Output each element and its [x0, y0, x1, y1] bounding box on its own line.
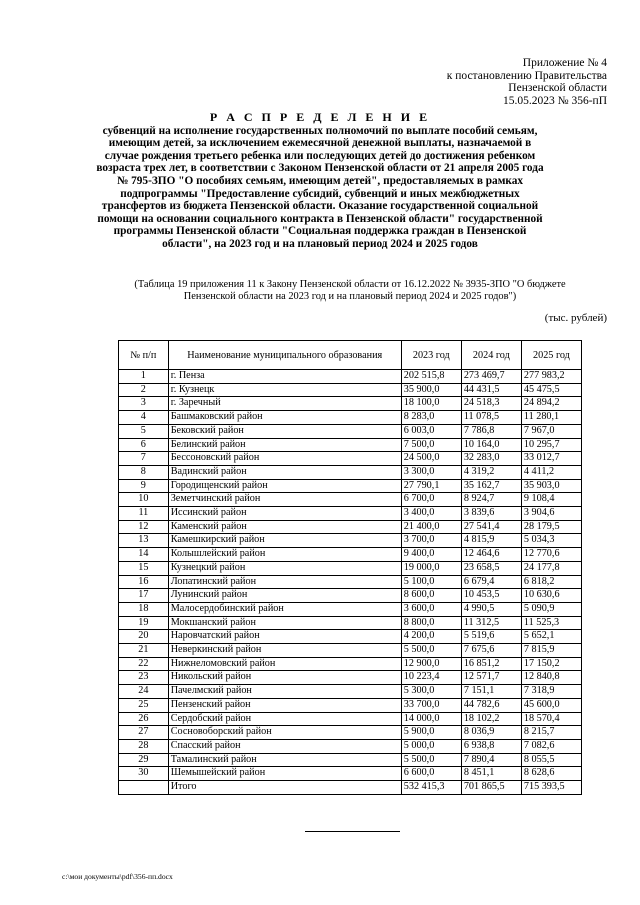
value-2025: 18 570,4 — [521, 712, 581, 726]
value-2025: 24 894,2 — [521, 397, 581, 411]
value-2023: 4 200,0 — [401, 630, 461, 644]
value-2024: 6 679,4 — [461, 575, 521, 589]
value-2023: 35 900,0 — [401, 383, 461, 397]
table-row — [119, 465, 582, 479]
municipality-name: Шемышейский район — [168, 767, 401, 781]
table-row — [119, 507, 582, 521]
row-number: 17 — [119, 589, 169, 603]
table-body — [119, 370, 582, 795]
table-row — [119, 438, 582, 452]
row-number: 6 — [119, 438, 169, 452]
municipality-name: Неверкинский район — [168, 644, 401, 658]
row-number: 29 — [119, 753, 169, 767]
value-2023: 8 800,0 — [401, 616, 461, 630]
value-2025: 4 411,2 — [521, 465, 581, 479]
municipality-name: Лунинский район — [168, 589, 401, 603]
appendix-line: Приложение № 4 — [522, 57, 607, 69]
value-2024: 4 990,5 — [461, 602, 521, 616]
row-number: 19 — [119, 616, 169, 630]
appendix-line: Пензенской области — [508, 82, 607, 95]
value-2023: 14 000,0 — [401, 712, 461, 726]
municipality-name: Нижнеломовский район — [168, 657, 401, 671]
value-2024: 12 464,6 — [461, 548, 521, 562]
separator-line — [305, 831, 400, 832]
header-year-2025: 2025 год — [521, 341, 581, 370]
municipality-name: Вадинский район — [168, 465, 401, 479]
municipality-name: Итого — [168, 781, 401, 795]
table-row — [119, 698, 582, 712]
row-number: 25 — [119, 698, 169, 712]
table-row — [119, 383, 582, 397]
table-row — [119, 493, 582, 507]
value-2024: 11 078,5 — [461, 411, 521, 425]
municipality-name: Башмаковский район — [168, 411, 401, 425]
value-2023: 532 415,3 — [401, 781, 461, 795]
value-2023: 3 700,0 — [401, 534, 461, 548]
value-2024: 10 453,5 — [461, 589, 521, 603]
value-2025: 17 150,2 — [521, 657, 581, 671]
municipality-name: Спасский район — [168, 739, 401, 753]
value-2025: 7 318,9 — [521, 685, 581, 699]
value-2025: 3 904,6 — [521, 507, 581, 521]
municipality-name: Кузнецкий район — [168, 561, 401, 575]
value-2024: 8 036,9 — [461, 726, 521, 740]
value-2023: 10 223,4 — [401, 671, 461, 685]
value-2025: 8 215,7 — [521, 726, 581, 740]
table-row — [119, 767, 582, 781]
value-2024: 5 519,6 — [461, 630, 521, 644]
value-2023: 24 500,0 — [401, 452, 461, 466]
row-number: 11 — [119, 507, 169, 521]
row-number — [119, 781, 169, 795]
value-2023: 21 400,0 — [401, 520, 461, 534]
table-row — [119, 411, 582, 425]
municipality-name: Лопатинский район — [168, 575, 401, 589]
municipality-name: г. Заречный — [168, 397, 401, 411]
value-2023: 18 100,0 — [401, 397, 461, 411]
municipality-name: Мокшанский район — [168, 616, 401, 630]
table-header-row — [119, 341, 582, 370]
value-2023: 6 003,0 — [401, 424, 461, 438]
value-2024: 23 658,5 — [461, 561, 521, 575]
municipality-name: Колышлейский район — [168, 548, 401, 562]
municipality-name: Городищенский район — [168, 479, 401, 493]
value-2024: 27 541,4 — [461, 520, 521, 534]
value-2024: 24 518,3 — [461, 397, 521, 411]
value-2025: 7 082,6 — [521, 739, 581, 753]
municipality-name: Бессоновский район — [168, 452, 401, 466]
table-row — [119, 370, 582, 384]
table-row — [119, 712, 582, 726]
document-title — [95, 111, 545, 251]
table-row — [119, 671, 582, 685]
value-2024: 4 319,2 — [461, 465, 521, 479]
table-row — [119, 685, 582, 699]
value-2025: 45 475,5 — [521, 383, 581, 397]
value-2025: 8 055,5 — [521, 753, 581, 767]
value-2023: 27 790,1 — [401, 479, 461, 493]
value-2025: 11 280,1 — [521, 411, 581, 425]
value-2024: 18 102,2 — [461, 712, 521, 726]
value-2025: 715 393,5 — [521, 781, 581, 795]
value-2024: 8 924,7 — [461, 493, 521, 507]
municipality-name: Наровчатский район — [168, 630, 401, 644]
value-2025: 10 630,6 — [521, 589, 581, 603]
row-number: 28 — [119, 739, 169, 753]
municipality-name: Бековский район — [168, 424, 401, 438]
value-2024: 44 431,5 — [461, 383, 521, 397]
value-2023: 6 700,0 — [401, 493, 461, 507]
table-row — [119, 561, 582, 575]
table-row — [119, 575, 582, 589]
value-2023: 8 600,0 — [401, 589, 461, 603]
value-2024: 6 938,8 — [461, 739, 521, 753]
table-row — [119, 520, 582, 534]
value-2024: 7 675,6 — [461, 644, 521, 658]
value-2025: 9 108,4 — [521, 493, 581, 507]
table-row — [119, 397, 582, 411]
value-2023: 5 500,0 — [401, 753, 461, 767]
table-row — [119, 781, 582, 795]
header-year-2023: 2023 год — [401, 341, 461, 370]
row-number: 13 — [119, 534, 169, 548]
value-2025: 10 295,7 — [521, 438, 581, 452]
value-2023: 7 500,0 — [401, 438, 461, 452]
appendix-reference — [447, 57, 607, 107]
value-2024: 7 151,1 — [461, 685, 521, 699]
value-2025: 7 967,0 — [521, 424, 581, 438]
value-2024: 12 571,7 — [461, 671, 521, 685]
file-path: c:\мои документы\pdf\356-пп.docx — [62, 872, 173, 881]
value-2023: 3 400,0 — [401, 507, 461, 521]
header-number: № п/п — [119, 341, 169, 370]
table-row — [119, 657, 582, 671]
value-2023: 3 300,0 — [401, 465, 461, 479]
header-year-2024: 2024 год — [461, 341, 521, 370]
row-number: 3 — [119, 397, 169, 411]
units-label: (тыс. рублей) — [544, 312, 607, 324]
municipality-name: Каменский район — [168, 520, 401, 534]
value-2025: 45 600,0 — [521, 698, 581, 712]
table-row — [119, 452, 582, 466]
row-number: 15 — [119, 561, 169, 575]
municipality-name: Малосердобинский район — [168, 602, 401, 616]
row-number: 8 — [119, 465, 169, 479]
value-2025: 12 840,8 — [521, 671, 581, 685]
value-2023: 5 000,0 — [401, 739, 461, 753]
value-2025: 5 652,1 — [521, 630, 581, 644]
value-2025: 28 179,5 — [521, 520, 581, 534]
value-2023: 8 283,0 — [401, 411, 461, 425]
value-2023: 5 300,0 — [401, 685, 461, 699]
table-source-note: (Таблица 19 приложения 11 к Закону Пензенской области от 16.12.2022 № 3935-ЗПО "О бюджете Пензенской области на 2023 год и на плановый период 2024 и 2025 годов") — [134, 279, 566, 302]
value-2024: 10 164,0 — [461, 438, 521, 452]
value-2025: 5 034,3 — [521, 534, 581, 548]
municipality-name: Никольский район — [168, 671, 401, 685]
table-row — [119, 739, 582, 753]
title-heading: Р А С П Р Е Д Е Л Е Н И Е — [209, 110, 431, 124]
row-number: 21 — [119, 644, 169, 658]
value-2023: 33 700,0 — [401, 698, 461, 712]
municipality-name: Земетчинский район — [168, 493, 401, 507]
value-2024: 701 865,5 — [461, 781, 521, 795]
row-number: 1 — [119, 370, 169, 384]
municipality-name: Пачелмский район — [168, 685, 401, 699]
table-row — [119, 589, 582, 603]
value-2025: 12 770,6 — [521, 548, 581, 562]
municipality-name: Пензенский район — [168, 698, 401, 712]
value-2024: 44 782,6 — [461, 698, 521, 712]
row-number: 24 — [119, 685, 169, 699]
value-2025: 277 983,2 — [521, 370, 581, 384]
row-number: 4 — [119, 411, 169, 425]
municipality-name: г. Пенза — [168, 370, 401, 384]
value-2024: 32 283,0 — [461, 452, 521, 466]
table-row — [119, 548, 582, 562]
value-2025: 11 525,3 — [521, 616, 581, 630]
value-2023: 202 515,8 — [401, 370, 461, 384]
value-2024: 11 312,5 — [461, 616, 521, 630]
row-number: 18 — [119, 602, 169, 616]
value-2025: 8 628,6 — [521, 767, 581, 781]
value-2023: 9 400,0 — [401, 548, 461, 562]
row-number: 5 — [119, 424, 169, 438]
value-2024: 7 890,4 — [461, 753, 521, 767]
municipality-name: Камешкирский район — [168, 534, 401, 548]
table-row — [119, 753, 582, 767]
table-row — [119, 644, 582, 658]
row-number: 30 — [119, 767, 169, 781]
table-row — [119, 479, 582, 493]
value-2023: 12 900,0 — [401, 657, 461, 671]
title-body: субвенций на исполнение государственных полномочий по выплате пособий семьям, имеющим детей, за исключением ежемесячной денежной выплаты, назначаемой в случае рождения третьего ребенка или последующих детей до достижения ребенком возраста трех лет, в соответствии с Законом Пензенской области от 21 апреля 2005 года № 795-ЗПО "О пособиях семьям, имеющим детей", предоставляемых в рамках подпрограммы "Предоставление субсидий, субвенций и иных межбюджетных трансфертов из бюджета Пензенской области. Оказание государственной социальной помощи на основании социального контракта в Пензенской области" государственной программы Пензенской области "Социальная поддержка граждан в Пензенской области", на 2023 год и на плановый период 2024 и 2025 годов — [96, 124, 544, 250]
value-2024: 3 839,6 — [461, 507, 521, 521]
row-number: 14 — [119, 548, 169, 562]
row-number: 7 — [119, 452, 169, 466]
value-2023: 5 100,0 — [401, 575, 461, 589]
table-row — [119, 630, 582, 644]
value-2024: 35 162,7 — [461, 479, 521, 493]
value-2023: 5 900,0 — [401, 726, 461, 740]
table-row — [119, 726, 582, 740]
municipality-name: г. Кузнецк — [168, 383, 401, 397]
municipality-name: Тамалинский район — [168, 753, 401, 767]
header-municipality: Наименование муниципального образования — [168, 341, 401, 370]
distribution-table — [118, 340, 582, 795]
value-2024: 8 451,1 — [461, 767, 521, 781]
row-number: 10 — [119, 493, 169, 507]
value-2025: 6 818,2 — [521, 575, 581, 589]
value-2025: 33 012,7 — [521, 452, 581, 466]
value-2025: 35 903,0 — [521, 479, 581, 493]
value-2023: 19 000,0 — [401, 561, 461, 575]
appendix-line: к постановлению Правительства — [446, 69, 607, 82]
appendix-date-number: 15.05.2023 № 356-пП — [502, 94, 607, 107]
row-number: 22 — [119, 657, 169, 671]
row-number: 2 — [119, 383, 169, 397]
value-2023: 3 600,0 — [401, 602, 461, 616]
row-number: 9 — [119, 479, 169, 493]
value-2023: 6 600,0 — [401, 767, 461, 781]
row-number: 26 — [119, 712, 169, 726]
table-row — [119, 616, 582, 630]
value-2024: 7 786,8 — [461, 424, 521, 438]
value-2023: 5 500,0 — [401, 644, 461, 658]
row-number: 12 — [119, 520, 169, 534]
value-2025: 5 090,9 — [521, 602, 581, 616]
municipality-name: Сердобский район — [168, 712, 401, 726]
row-number: 20 — [119, 630, 169, 644]
value-2024: 16 851,2 — [461, 657, 521, 671]
municipality-name: Сосновоборский район — [168, 726, 401, 740]
value-2024: 273 469,7 — [461, 370, 521, 384]
value-2025: 24 177,8 — [521, 561, 581, 575]
value-2024: 4 815,9 — [461, 534, 521, 548]
value-2025: 7 815,9 — [521, 644, 581, 658]
table-row — [119, 534, 582, 548]
row-number: 27 — [119, 726, 169, 740]
municipality-name: Белинский район — [168, 438, 401, 452]
row-number: 16 — [119, 575, 169, 589]
row-number: 23 — [119, 671, 169, 685]
municipality-name: Иссинский район — [168, 507, 401, 521]
table-row — [119, 602, 582, 616]
table-row — [119, 424, 582, 438]
